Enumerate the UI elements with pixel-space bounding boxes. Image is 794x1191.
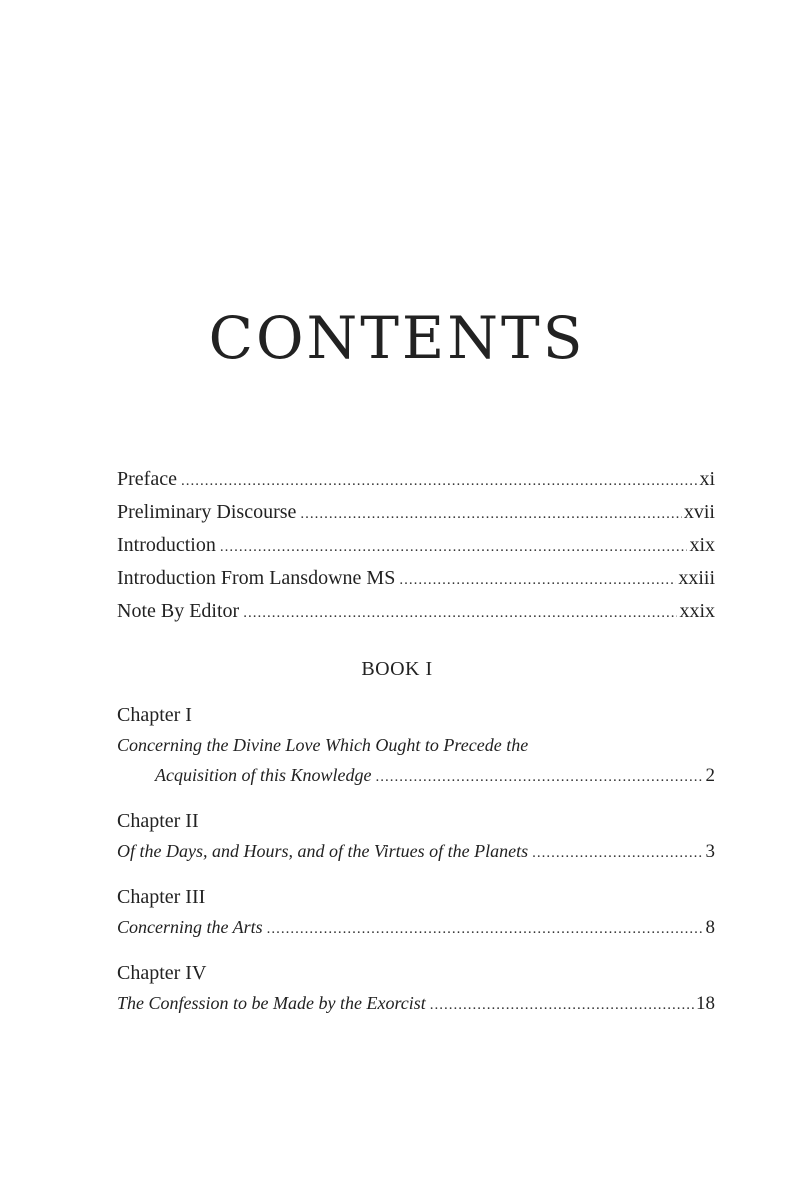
page-title: CONTENTS bbox=[208, 304, 586, 372]
chapter-page: 8 bbox=[705, 917, 715, 938]
book-heading: BOOK I bbox=[361, 658, 433, 680]
chapter-title-row bbox=[117, 912, 715, 942]
chapter-label: Chapter I bbox=[117, 704, 192, 726]
leader-dots bbox=[430, 990, 694, 1020]
chapter-page: 18 bbox=[696, 993, 715, 1014]
chapter-title: Concerning the Arts bbox=[117, 917, 263, 937]
toc-entry-introduction-lansdowne[interactable] bbox=[117, 562, 715, 595]
toc-entry-page: xi bbox=[699, 468, 715, 490]
chapter-title: Of the Days, and Hours, and of the Virtues of the Planets bbox=[117, 841, 529, 861]
chapter-label: Chapter IV bbox=[117, 962, 207, 984]
leader-dots bbox=[376, 762, 704, 792]
chapter-title: The Confession to be Made by the Exorcist bbox=[117, 993, 426, 1013]
toc-entry-label: Note By Editor bbox=[117, 600, 240, 622]
chapter-title-row bbox=[117, 836, 715, 866]
leader-dots bbox=[220, 531, 688, 564]
chapter-title-line2: Acquisition of this Knowledge bbox=[155, 765, 372, 785]
toc-entry-page: xxiii bbox=[678, 567, 715, 589]
toc-entry-label: Introduction From Lansdowne MS bbox=[117, 567, 396, 589]
toc-entry-label: Preface bbox=[117, 468, 177, 490]
chapter-1 bbox=[117, 700, 715, 790]
toc-entry-label: Preliminary Discourse bbox=[117, 501, 297, 523]
toc-entry-preface[interactable] bbox=[117, 463, 715, 496]
chapter-page: 3 bbox=[705, 841, 715, 862]
toc-entry-note-by-editor[interactable] bbox=[117, 595, 715, 628]
chapter-title-line2-row bbox=[117, 760, 715, 790]
toc-entry-page: xvii bbox=[683, 501, 715, 523]
chapter-entry[interactable] bbox=[117, 912, 715, 942]
chapter-label: Chapter III bbox=[117, 886, 206, 908]
chapter-page: 2 bbox=[705, 765, 715, 786]
chapter-entry[interactable] bbox=[117, 730, 715, 790]
chapter-4 bbox=[117, 958, 715, 1018]
chapter-title-row bbox=[117, 988, 715, 1018]
leader-dots bbox=[181, 465, 697, 498]
front-matter-list bbox=[117, 463, 715, 628]
chapter-3 bbox=[117, 882, 715, 942]
chapter-label: Chapter II bbox=[117, 810, 199, 832]
leader-dots bbox=[399, 564, 676, 597]
leader-dots bbox=[300, 498, 681, 531]
chapter-entry[interactable] bbox=[117, 988, 715, 1018]
chapter-entry[interactable] bbox=[117, 836, 715, 866]
toc-entry-label: Introduction bbox=[117, 534, 216, 556]
toc-entry-preliminary-discourse[interactable] bbox=[117, 496, 715, 529]
chapter-title-line1: Concerning the Divine Love Which Ought to Precede the bbox=[117, 735, 529, 755]
toc-entry-page: xxix bbox=[679, 600, 715, 622]
toc-entry-introduction[interactable] bbox=[117, 529, 715, 562]
chapter-2 bbox=[117, 806, 715, 866]
leader-dots bbox=[267, 914, 704, 944]
toc-entry-page: xix bbox=[689, 534, 715, 556]
leader-dots bbox=[532, 838, 703, 868]
chapter-list bbox=[117, 700, 715, 1034]
leader-dots bbox=[243, 597, 677, 630]
